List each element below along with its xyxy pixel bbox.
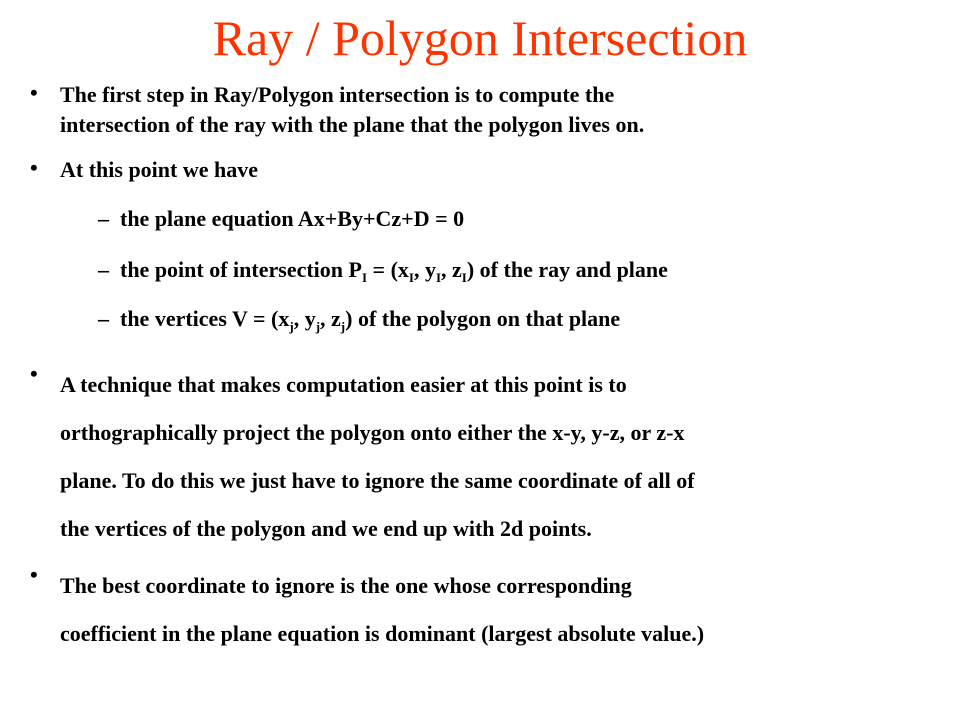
dash-icon: –	[98, 206, 109, 231]
subscript: I	[361, 270, 368, 285]
bullet-line: At this point we have	[60, 157, 259, 182]
bullet-line: The first step in Ray/Polygon intersection is to compute the	[60, 82, 615, 107]
subscript: I	[408, 270, 414, 285]
bullet-line: the vertices of the polygon and we end up with 2d points.	[60, 516, 592, 541]
bullet-line: intersection of the ray with the plane that the polygon lives on.	[60, 112, 645, 137]
subscript: j	[315, 319, 321, 334]
bullet-dot-icon: •	[30, 80, 38, 105]
text-segment: = (x	[367, 257, 409, 282]
text-segment: ) of the ray and plane	[466, 257, 668, 282]
subbullet-text	[120, 304, 620, 334]
bullet-text	[60, 80, 644, 140]
bullet-line: coefficient in the plane equation is dominant (largest absolute value.)	[60, 621, 705, 646]
slide-title: Ray / Polygon Intersection	[212, 10, 748, 66]
subscript: I	[461, 270, 467, 285]
dash-icon: –	[98, 306, 109, 331]
dash-icon: –	[98, 257, 109, 282]
bullet-line: plane. To do this we just have to ignore the same coordinate of all of	[60, 468, 695, 493]
subbullet-text	[120, 255, 668, 285]
text-segment: ) of the polygon on that plane	[345, 306, 621, 331]
subscript: j	[289, 319, 294, 334]
text-segment: , z	[320, 306, 341, 331]
text-segment: , y	[293, 306, 316, 331]
bullet-text	[60, 361, 695, 553]
bullet-line: orthographically project the polygon onto either the x-y, y-z, or z-x	[60, 420, 685, 445]
text-segment: , y	[413, 257, 436, 282]
bullet-text	[60, 155, 258, 185]
bullet-line: A technique that makes computation easier at this point is to	[60, 372, 627, 397]
bullet-dot-icon: •	[30, 562, 38, 587]
subbullet-text: the plane equation Ax+By+Cz+D = 0	[120, 206, 465, 231]
bullet-line: The best coordinate to ignore is the one whose corresponding	[60, 573, 632, 598]
subscript: j	[340, 319, 346, 334]
subscript: I	[435, 270, 442, 285]
text-segment: , z	[441, 257, 462, 282]
text-segment: the point of intersection P	[120, 257, 362, 282]
bullet-dot-icon: •	[30, 155, 38, 180]
text-segment: the vertices V = (x	[120, 306, 290, 331]
bullet-text	[60, 562, 704, 658]
bullet-dot-icon: •	[30, 361, 38, 386]
